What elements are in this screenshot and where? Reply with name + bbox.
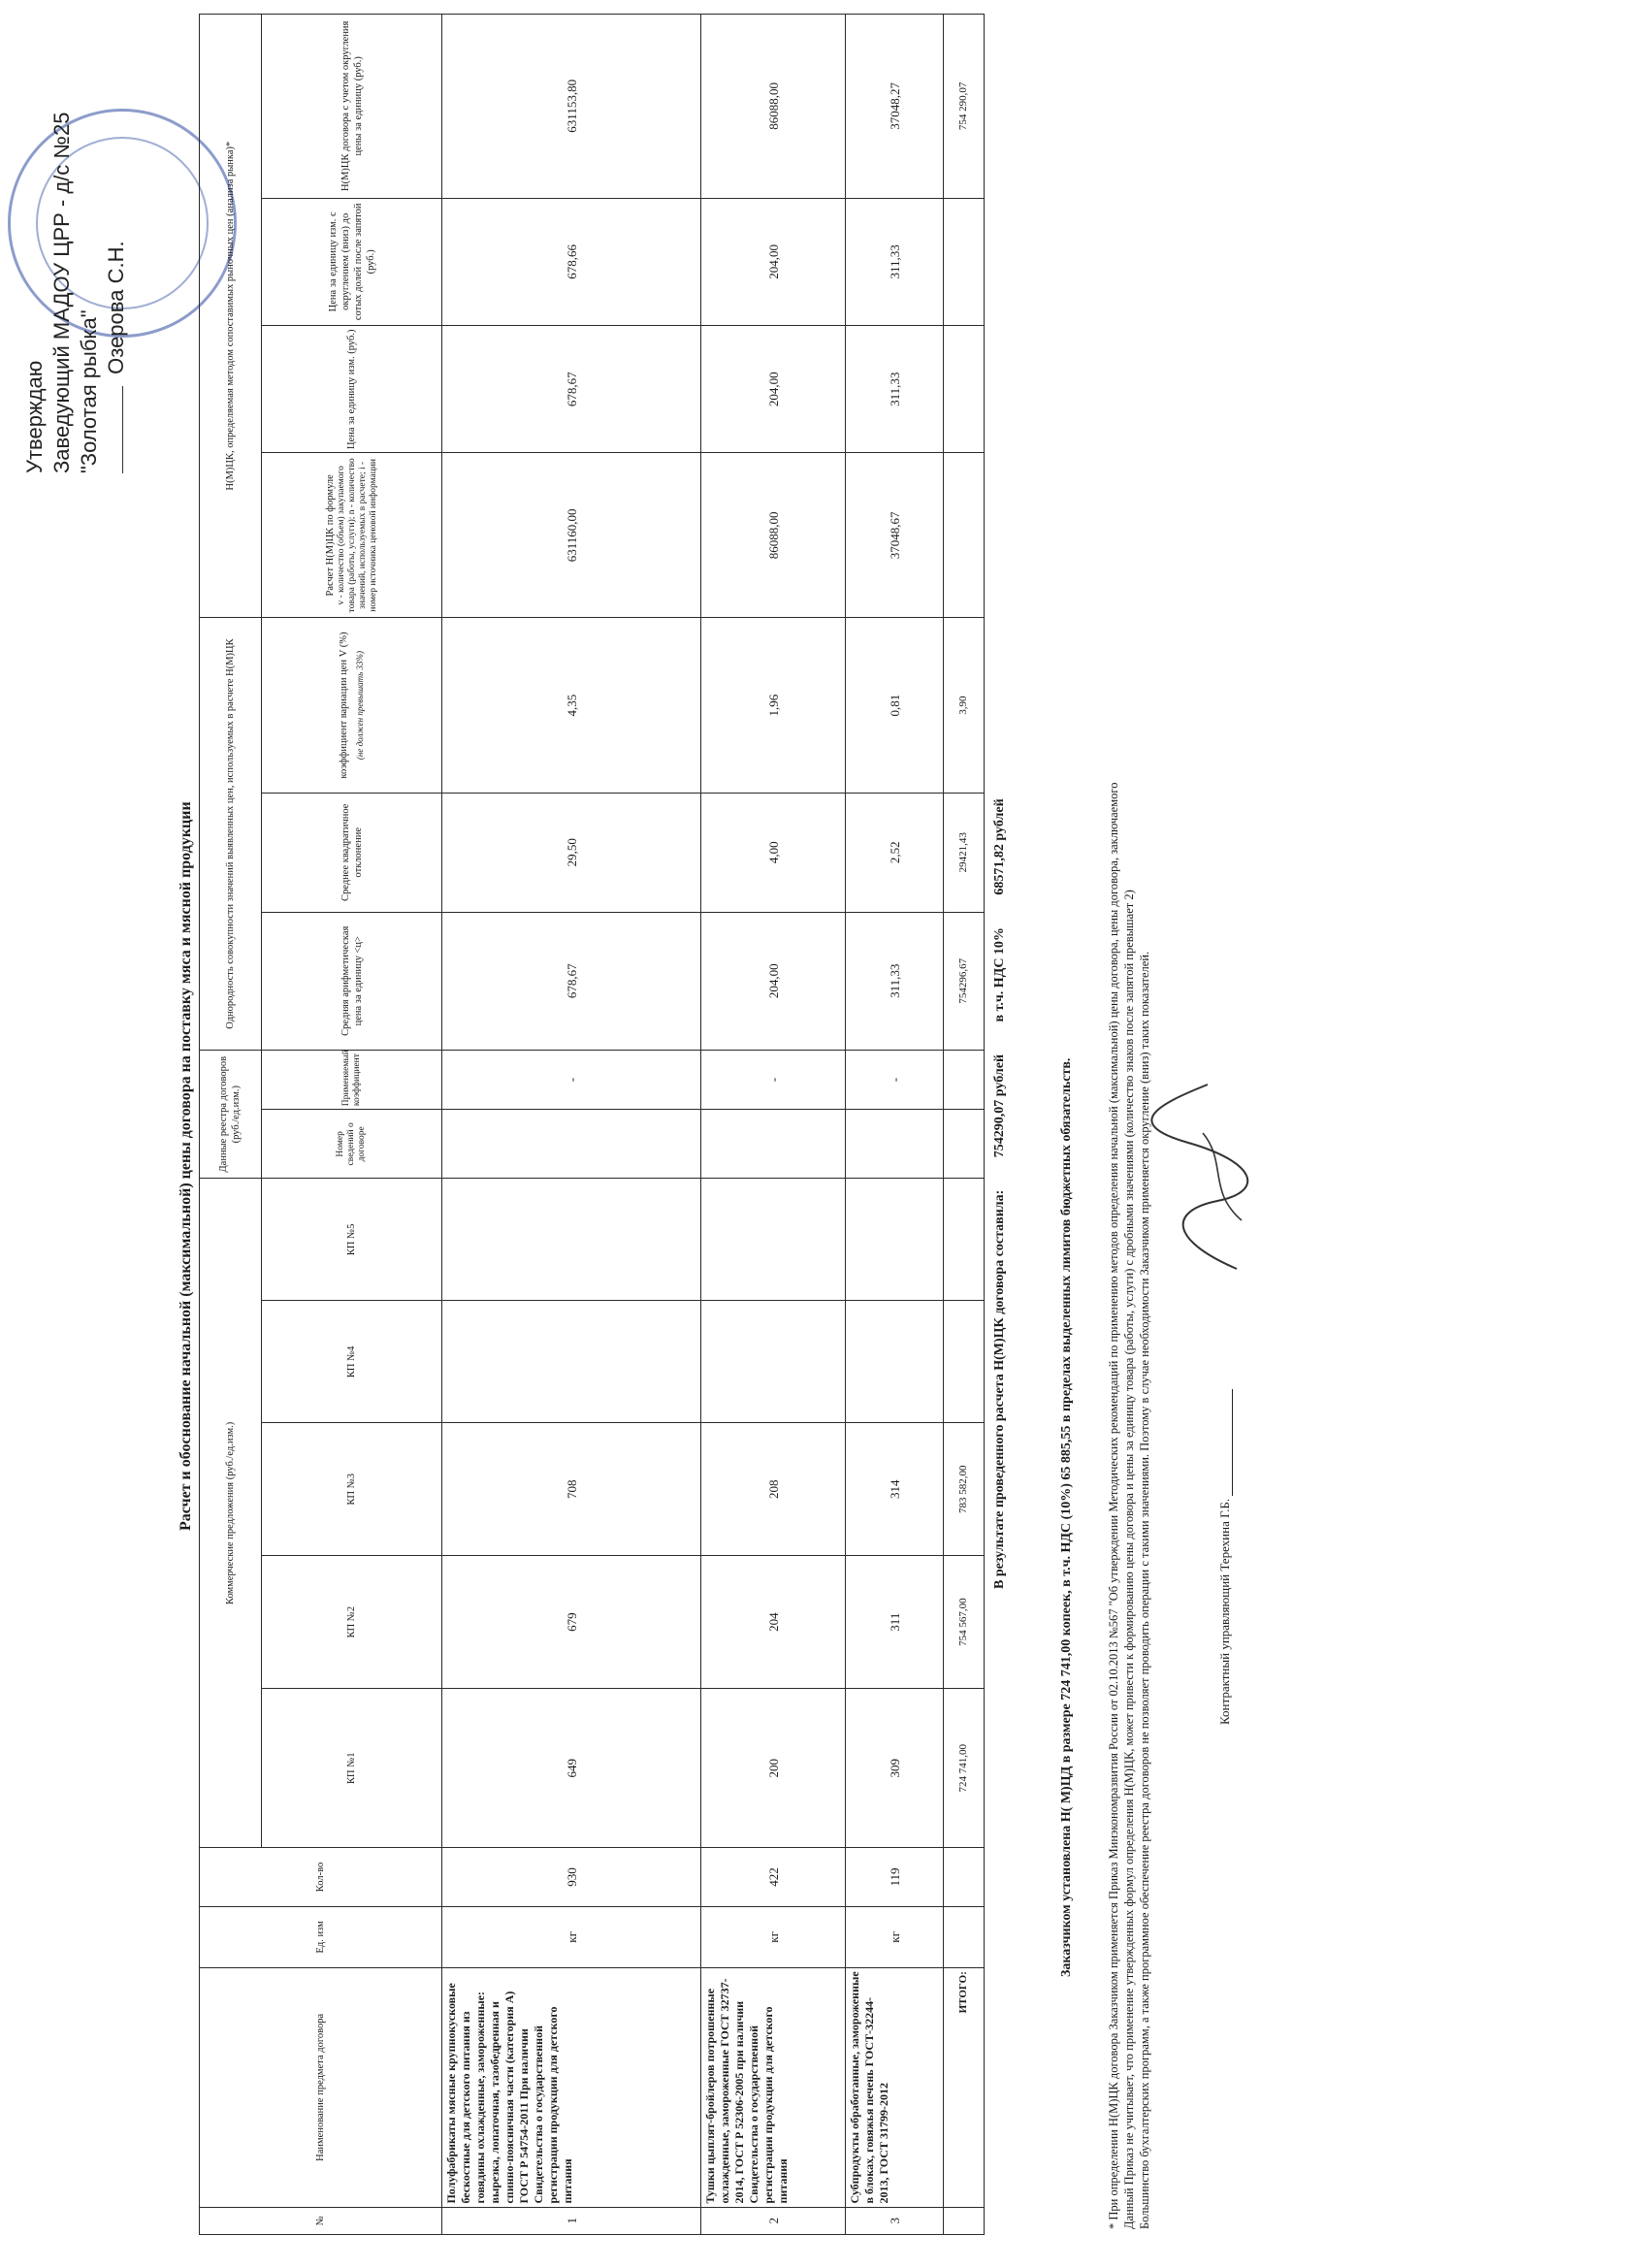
cell-registry-coef: - xyxy=(846,1050,944,1109)
header-calc: Расчет Н(М)ЦК по формуле xyxy=(325,474,337,597)
cell-kp2: 311 xyxy=(846,1556,944,1689)
cell-registry-no xyxy=(700,1110,845,1179)
header-registry: Данные реестра договоров (руб./ед.изм.) xyxy=(200,1050,262,1179)
cell-unit-price-round: 311,33 xyxy=(846,198,944,325)
cell-name: Субпродукты обработанные, замороженные в блоках, говяжья печень ГОСТ-32244-2013, ГОСТ 31799-2012 xyxy=(846,1968,944,2207)
approval-position: Заведующий МАДОУ ЦРР - д/с №25 "Золотая рыбка" xyxy=(49,112,101,473)
cell-kp5 xyxy=(846,1179,944,1301)
cell-no: 1 xyxy=(442,2207,700,2234)
header-nmck-total: Н(М)ЦК договора с учетом округления цены за единицу (руб.) xyxy=(261,15,442,199)
cell-calc: 631160,00 xyxy=(442,453,700,618)
table-row xyxy=(700,15,845,2235)
cell-calc: 86088,00 xyxy=(700,453,845,618)
price-calculation-table xyxy=(199,14,985,2235)
cell-unit-price-round: 204,00 xyxy=(700,198,845,325)
footnote-3: Большинство бухгалтерских программ, а также программное обеспечение реестра договоров не позволяет проводить операции с такими значениями. Поэтому в случае необходимости Заказчиком применяется округление (вниз) таких показателей. xyxy=(1138,951,1151,2229)
cell-qty: 119 xyxy=(846,1848,944,1906)
cell-unit-price: 311,33 xyxy=(846,326,944,453)
total-empty-qty xyxy=(944,1848,985,1906)
header-unit: Ед. изм xyxy=(200,1906,442,1968)
total-empty-reg-no xyxy=(944,1110,985,1179)
cell-kp1: 649 xyxy=(442,1689,700,1848)
total-empty-calc xyxy=(944,453,985,618)
total-empty-unit-price-round xyxy=(944,198,985,325)
header-registry-coef: Применяемый коэффициент xyxy=(261,1050,442,1109)
cell-name: Полуфабрикаты мясные крупнокусковые бескостные для детского питания из говядины охлажденные, замороженные: вырезка, лопаточная, тазобедренная и спинно-поясничная части (категория А) ГОСТ Р 54754-2011 При наличии Свидетельства о государственной регистрации продукции для детского питания xyxy=(442,1968,700,2207)
total-kp1: 724 741,00 xyxy=(944,1689,985,1848)
header-avg: Средняя арифметическая цена за единицу <ц> xyxy=(261,912,442,1050)
total-empty-kp5 xyxy=(944,1179,985,1301)
approval-signature-line xyxy=(122,386,123,473)
cell-total: 86088,00 xyxy=(700,15,845,199)
approval-name: Озерова С.Н. xyxy=(104,241,128,374)
cell-qty: 930 xyxy=(442,1848,700,1906)
header-kp4: КП №4 xyxy=(261,1301,442,1423)
total-calc: 754296,67 xyxy=(944,912,985,1050)
header-stddev: Среднее квадратичное отклонение xyxy=(261,793,442,912)
cell-unit-price: 204,00 xyxy=(700,326,845,453)
footnotes xyxy=(1106,8,1152,2229)
header-kp1: КП №1 xyxy=(261,1689,442,1848)
cell-total: 37048,27 xyxy=(846,15,944,199)
cell-registry-coef: - xyxy=(700,1050,845,1109)
total-empty-unit-price xyxy=(944,326,985,453)
document-title: Расчет и обоснование начальной (максимальной) цены договора на поставку мяса и мясной продукции xyxy=(178,801,194,1531)
approval-block xyxy=(21,17,130,473)
total-empty-no xyxy=(944,2207,985,2234)
total-empty-reg-coef xyxy=(944,1050,985,1109)
cell-kp4 xyxy=(846,1301,944,1423)
total-stddev: 29421,43 xyxy=(944,793,985,912)
total-empty-unit xyxy=(944,1906,985,1968)
total-empty-kp4 xyxy=(944,1301,985,1423)
cell-kp2: 679 xyxy=(442,1556,700,1689)
footnote-2: Данный Приказ не учитывает, что применение утвержденных формул определения Н(М)ЦК, может привести к формированию цены договора и цены за единицу товара (работы, услуги) с дробными значениями (количество знаков после запятой превышает 2) xyxy=(1122,890,1136,2229)
cell-unit-price: 678,67 xyxy=(442,326,700,453)
cell-kp3: 208 xyxy=(700,1423,845,1556)
cell-variation: 4,35 xyxy=(442,618,700,794)
cell-avg: 204,00 xyxy=(700,912,845,1050)
summary-vat-amount: 68571,82 рублей xyxy=(992,798,1007,895)
total-kp2: 754 567,00 xyxy=(944,1556,985,1689)
cell-variation: 1,96 xyxy=(700,618,845,794)
cell-kp2: 204 xyxy=(700,1556,845,1689)
cell-unit: кг xyxy=(846,1906,944,1968)
cell-unit: кг xyxy=(700,1906,845,1968)
contract-manager-label: Контрактный управляющий Терехина Г.Б. xyxy=(1217,1498,1232,1725)
header-variation-cell xyxy=(261,618,442,794)
cell-total: 631153,80 xyxy=(442,15,700,199)
header-calc-desc: v - количество (объем) закупаемого товара (работы, услуги); n - количество значений, используемых в расчете; i - номер источника ценовой информации xyxy=(337,458,379,613)
cell-kp4 xyxy=(700,1301,845,1423)
total-row xyxy=(944,15,985,2235)
cell-avg: 311,33 xyxy=(846,912,944,1050)
header-commercial: Коммерческие предложения (руб./ед.изм.) xyxy=(200,1179,262,1848)
header-variation: коэффициент вариации цен V (%) xyxy=(338,632,349,779)
header-homogeneity: Однородность совокупности значений выявленных цен, используемых в расчете Н(М)ЦК xyxy=(200,618,262,1051)
header-kp3: КП №3 xyxy=(261,1423,442,1556)
summary-amount: 754290,07 рублей xyxy=(992,1053,1007,1158)
cell-unit-price-round: 678,66 xyxy=(442,198,700,325)
cell-no: 2 xyxy=(700,2207,845,2234)
cell-kp3: 708 xyxy=(442,1423,700,1556)
header-unit-price-round: Цена за единицу изм. с округлением (вниз) до сотых долей после запятой (руб.) xyxy=(261,198,442,325)
table-row xyxy=(442,15,700,2235)
cell-no: 3 xyxy=(846,2207,944,2234)
cell-kp5 xyxy=(700,1179,845,1301)
cell-stddev: 2,52 xyxy=(846,793,944,912)
contract-signature xyxy=(1149,1075,1266,1279)
cell-name: Тушки цыплят-бройлеров потрошенные охлажденные, замороженные ГОСТ 32737-2014, ГОСТ Р 52306-2005 при наличии Свидетельства о государственной регистрации продукции для детского питания xyxy=(700,1968,845,2207)
cell-stddev: 29,50 xyxy=(442,793,700,912)
contract-signature-line xyxy=(1232,1389,1233,1496)
header-calc-cell xyxy=(261,453,442,618)
cell-registry-no xyxy=(442,1110,700,1179)
cell-stddev: 4,00 xyxy=(700,793,845,912)
summary-vat-label: в т.ч. НДС 10% xyxy=(992,927,1007,1022)
cell-variation: 0,81 xyxy=(846,618,944,794)
header-no: № xyxy=(200,2207,442,2234)
cell-kp4 xyxy=(442,1301,700,1423)
cell-unit: кг xyxy=(442,1906,700,1968)
header-row-1 xyxy=(200,15,262,2235)
header-registry-no: Номер сведений о договоре xyxy=(261,1110,442,1179)
cell-kp5 xyxy=(442,1179,700,1301)
decision-text: Заказчиком установлена Н( М)ЦД в размере 724 741,00 копеек, в т.ч. НДС (10%) 65 885,55 в пределах выделенных лимитов бюджетных обязательств. xyxy=(1059,1057,1074,1977)
approval-label: Утверждаю xyxy=(22,360,47,473)
summary-line xyxy=(992,37,1008,1589)
total-label: ИТОГО: xyxy=(944,1968,985,2207)
total-variation: 3,90 xyxy=(944,618,985,794)
total-nmck: 754 290,07 xyxy=(944,15,985,199)
cell-registry-coef: - xyxy=(442,1050,700,1109)
contract-manager xyxy=(1217,852,1233,1725)
header-unit-price: Цена за единицу изм. (руб.) xyxy=(261,326,442,453)
header-kp5: КП №5 xyxy=(261,1179,442,1301)
summary-text: В результате проведенного расчета Н(М)ЦК договора составила: xyxy=(992,1189,1007,1589)
header-qty: Кол-во xyxy=(200,1848,442,1906)
cell-kp1: 200 xyxy=(700,1689,845,1848)
cell-avg: 678,67 xyxy=(442,912,700,1050)
cell-calc: 37048,67 xyxy=(846,453,944,618)
total-kp3: 783 582,00 xyxy=(944,1423,985,1556)
cell-registry-no xyxy=(846,1110,944,1179)
header-nmck-group: Н(М)ЦК, определяемая методом сопоставимых рыночных цен (анализа рынка)* xyxy=(200,15,262,618)
header-name: Наименование предмета договора xyxy=(200,1968,442,2207)
cell-qty: 422 xyxy=(700,1848,845,1906)
cell-kp1: 309 xyxy=(846,1689,944,1848)
header-variation-note: (не должен превышать 33%) xyxy=(354,651,365,761)
approval-name-line xyxy=(103,17,130,473)
cell-kp3: 314 xyxy=(846,1423,944,1556)
table-row xyxy=(846,15,944,2235)
footnote-1: * При определении Н(М)ЦК договора Заказчиком применяется Приказ Минэкономразвития России от 02.10.2013 №567 "Об утверждении Методических рекомендаций по применению методов определения начальной (максимальной) цены договора, цены договора, заключаемого xyxy=(1107,782,1120,2229)
header-kp2: КП №2 xyxy=(261,1556,442,1689)
